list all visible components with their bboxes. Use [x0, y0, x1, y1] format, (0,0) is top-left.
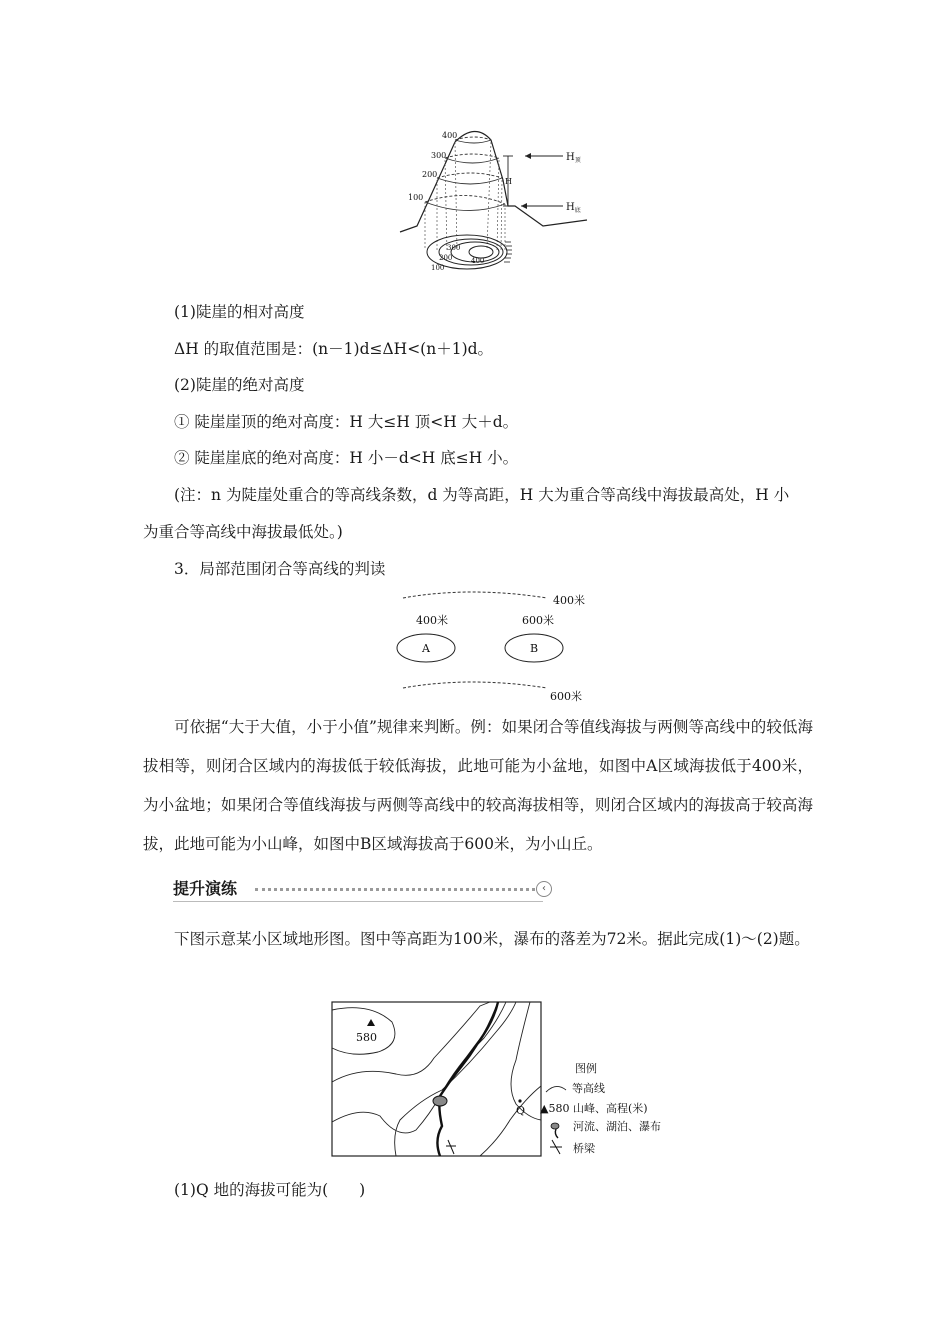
- plan-label-400: 400: [471, 257, 485, 265]
- practice-section-header: [173, 878, 553, 902]
- cliff-item2-b: ② 陡崖崖底的绝对高度：H 小－d<H 底≤H 小。: [174, 449, 519, 467]
- q-point-label: Q: [516, 1104, 526, 1117]
- legend-peak: 山峰、高程(米): [573, 1102, 648, 1115]
- a-value-label: 400米: [416, 614, 448, 627]
- legend-contour: 等高线: [572, 1082, 605, 1095]
- section-underline: [173, 901, 543, 902]
- practice-title: 提升演练: [173, 879, 238, 898]
- cliff-item1-formula: ΔH 的取值范围是：(n－1)d≤ΔH<(n＋1)d。: [174, 340, 494, 358]
- question-1: (1)Q 地的海拔可能为( ): [174, 1181, 366, 1199]
- b-value-label: 600米: [522, 614, 554, 627]
- h-bracket-label: H: [505, 177, 512, 186]
- legend-river: 河流、湖泊、瀑布: [573, 1120, 661, 1133]
- cliff-diagram: [395, 122, 610, 277]
- topographic-map: [330, 1000, 670, 1160]
- section3-heading: 3．局部范围闭合等高线的判读: [174, 560, 386, 578]
- legend-peak-symbol: ▲580: [540, 1102, 570, 1115]
- h-bottom-label: $H_底$: [566, 202, 581, 214]
- contour-label-100: 100: [408, 193, 424, 202]
- plan-label-100: 100: [431, 264, 445, 272]
- practice-intro: 下图示意某小区域地形图。图中等高距为100米，瀑布的落差为72米。据此完成(1)～(2)题。: [174, 930, 810, 948]
- cliff-note-line2: 为重合等高线中海拔最低处。): [143, 523, 343, 541]
- cliff-item2-title: (2)陡崖的绝对高度: [174, 376, 305, 394]
- top-contour-label: 400米: [553, 594, 585, 607]
- contour-label-300: 300: [431, 151, 447, 160]
- contour-label-200: 200: [422, 170, 438, 179]
- cliff-note-line1: (注：n 为陡崖处重合的等高线条数，d 为等高距，H 大为重合等高线中海拔最高处，H 小: [174, 486, 790, 504]
- h-top-label: $H_顶$: [566, 152, 581, 164]
- plan-label-200: 200: [439, 254, 453, 262]
- cliff-item1-title: (1)陡崖的相对高度: [174, 303, 305, 321]
- section-divider-dots: [255, 888, 535, 893]
- legend-bridge: 桥梁: [573, 1142, 595, 1155]
- cliff-item2-a: ① 陡崖崖顶的绝对高度：H 大≤H 顶<H 大＋d。: [174, 413, 519, 431]
- section3-paragraph: 可依据“大于大值，小于小值”规律来判断。例：如果闭合等值线海拔与两侧等高线中的较低海拔相等，则闭合区域内的海拔低于较低海拔，此地可能为小盆地，如图中A区域海拔低于400米，为小盆地；如果闭合等值线海拔与两侧等高线中的较高海拔相等，则闭合区域内的海拔高于较高海拔，此地可能为小山峰，如图中B区域海拔高于600米，为小山丘。: [143, 718, 813, 853]
- bottom-contour-label: 600米: [550, 690, 582, 703]
- closed-contour-diagram: [395, 588, 600, 706]
- peak-elevation-label: 580: [356, 1031, 377, 1044]
- contour-label-400: 400: [442, 131, 458, 140]
- plan-label-300: 300: [447, 244, 461, 252]
- a-region-label: A: [422, 642, 430, 655]
- legend-title: 图例: [575, 1062, 597, 1075]
- chevron-left-icon: ‹: [536, 881, 552, 897]
- b-region-label: B: [530, 642, 539, 655]
